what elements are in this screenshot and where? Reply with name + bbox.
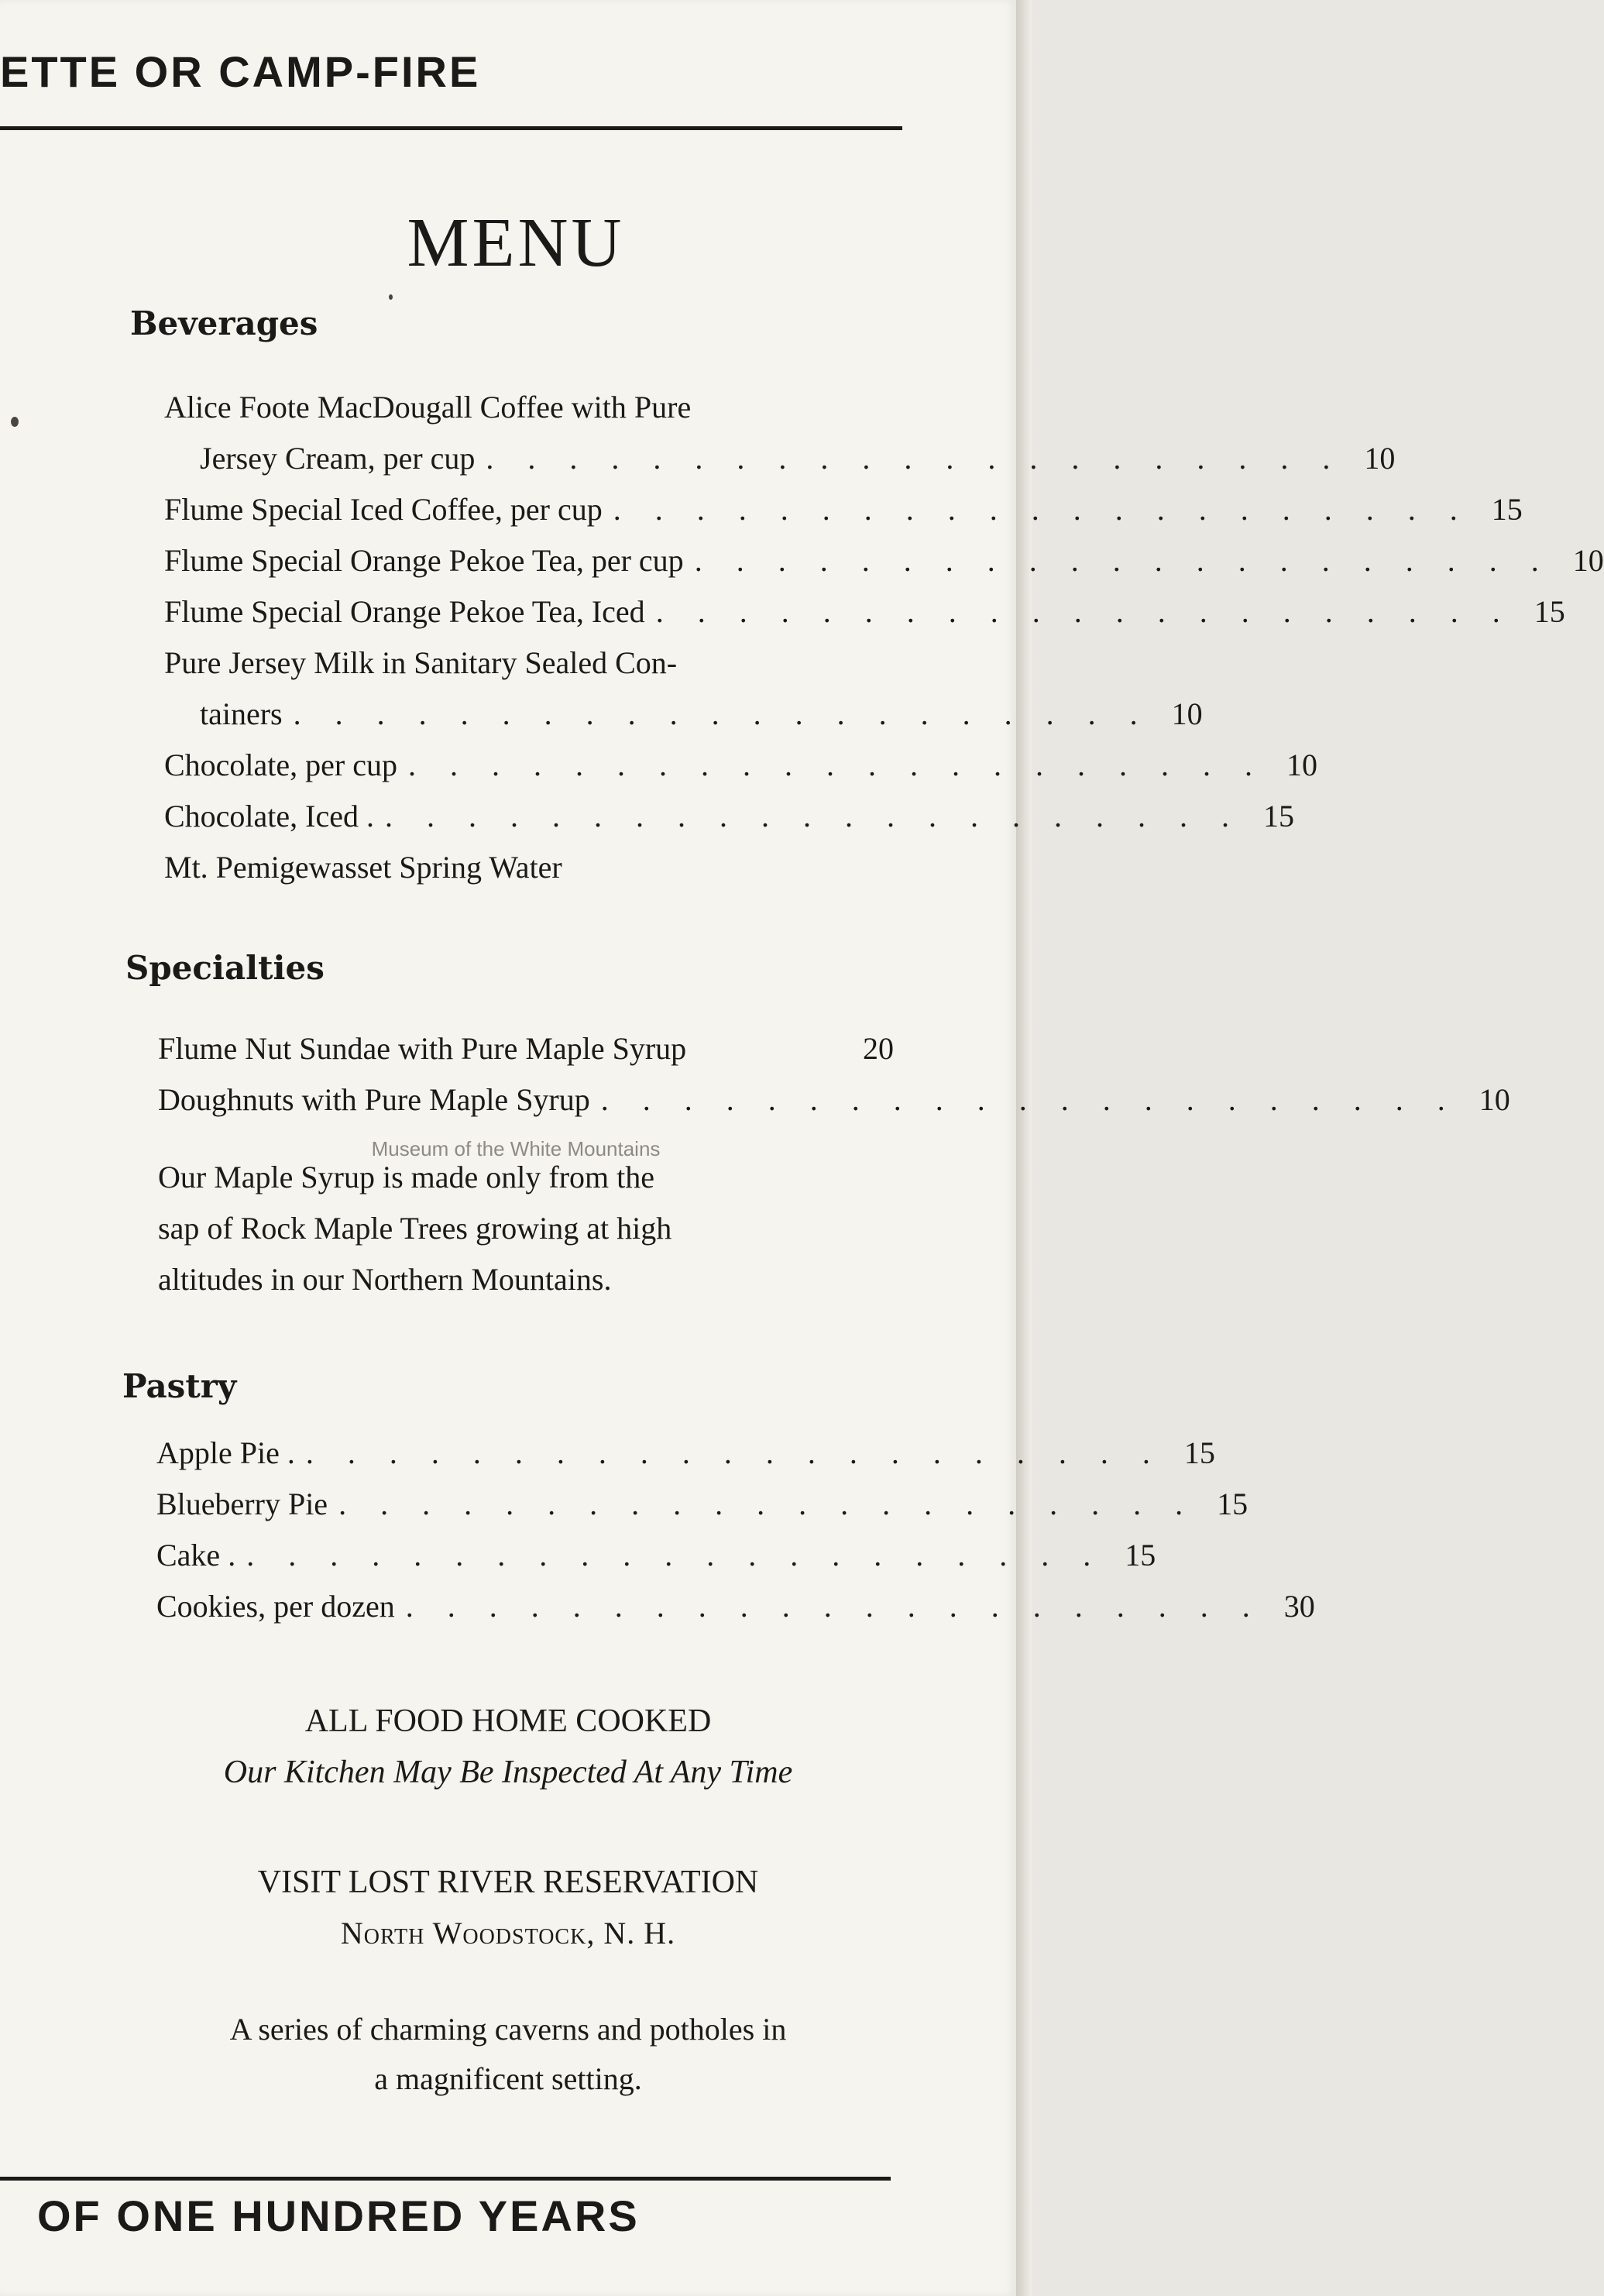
menu-item-blueberry-pie xyxy=(156,1486,1249,1522)
price: 10 xyxy=(1364,441,1396,476)
menu-item-cake xyxy=(156,1537,1156,1573)
leader-dots: ..................... xyxy=(694,543,1573,578)
leader-dots: ..................... xyxy=(338,1487,1218,1521)
item-label: Flume Special Orange Pekoe Tea, Iced xyxy=(164,594,645,629)
price: 10 xyxy=(1572,543,1604,578)
item-label: Apple Pie . xyxy=(156,1435,295,1470)
menu-item-cookies xyxy=(156,1588,1315,1624)
menu-item-iced-coffee xyxy=(164,491,1523,528)
kitchen-notice: Our Kitchen May Be Inspected At Any Time xyxy=(223,1755,793,1790)
menu-item-apple-pie xyxy=(156,1435,1215,1471)
menu-item-chocolate xyxy=(164,747,1317,783)
item-label: Cake . xyxy=(156,1538,236,1572)
leader-dots: ..................... xyxy=(405,1589,1284,1624)
section-title-pastry: Pastry xyxy=(122,1367,237,1405)
menu-item-iced-chocolate xyxy=(164,798,1294,834)
item-label: Flume Nut Sundae with Pure Maple Syrup xyxy=(158,1031,687,1066)
section-title-specialties: Specialties xyxy=(125,949,325,987)
item-label: Cookies, per dozen xyxy=(156,1589,395,1624)
menu-item-nut-sundae xyxy=(158,1030,894,1067)
visit-lost-river: VISIT LOST RIVER RESERVATION xyxy=(257,1865,759,1900)
paper-speck xyxy=(11,417,19,427)
leader-dots: ..................... xyxy=(246,1538,1125,1572)
price: 15 xyxy=(1125,1538,1156,1572)
maple-note-line3: altitudes in our Northern Mountains. xyxy=(158,1262,612,1297)
price: 20 xyxy=(863,1031,894,1066)
menu-item-iced-tea xyxy=(164,593,1565,630)
menu-item-coffee-line1: Alice Foote MacDougall Coffee with Pure xyxy=(164,390,692,424)
menu-item-tea xyxy=(164,542,1604,579)
maple-note-line2: sap of Rock Maple Trees growing at high xyxy=(158,1211,672,1246)
section-title-beverages: Beverages xyxy=(130,304,318,342)
top-divider xyxy=(0,126,902,130)
leader-dots: ..................... xyxy=(305,1435,1184,1470)
top-banner: ETTE OR CAMP-FIRE xyxy=(0,47,481,96)
menu-item-milk-line2: tainers xyxy=(200,696,283,731)
location: North Woodstock, N. H. xyxy=(340,1916,676,1951)
item-label: Chocolate, Iced . xyxy=(164,799,374,834)
menu-item-coffee-line2: Jersey Cream, per cup xyxy=(200,441,476,476)
price: 10 xyxy=(1286,748,1317,782)
leader-dots: ..................... xyxy=(385,799,1263,834)
item-label: Chocolate, per cup xyxy=(164,748,397,782)
price: 15 xyxy=(1491,492,1523,527)
menu-item-milk-line1: Pure Jersey Milk in Sanitary Sealed Con- xyxy=(164,645,678,680)
leader-dots: ..................... xyxy=(293,696,1172,731)
leader-dots: ..................... xyxy=(655,594,1534,629)
item-label: Flume Special Orange Pekoe Tea, per cup xyxy=(164,543,684,578)
menu-item-coffee xyxy=(200,440,1396,476)
item-label: Blueberry Pie xyxy=(156,1487,328,1521)
home-cooked-notice: ALL FOOD HOME COOKED xyxy=(304,1703,712,1739)
leader-dots: ..................... xyxy=(613,492,1492,527)
price: 15 xyxy=(1263,799,1294,834)
series-line1: A series of charming caverns and potholes in xyxy=(229,2012,787,2047)
item-label: Flume Special Iced Coffee, per cup xyxy=(164,492,603,527)
menu-item-doughnuts xyxy=(158,1081,1510,1118)
bottom-divider xyxy=(0,2177,891,2181)
price: 15 xyxy=(1534,594,1565,629)
series-line2: a magnificent setting. xyxy=(374,2061,642,2096)
menu-item-milk xyxy=(200,696,1203,732)
price: 30 xyxy=(1283,1589,1315,1624)
bottom-banner: OF ONE HUNDRED YEARS xyxy=(37,2191,640,2240)
menu-title: MENU xyxy=(407,205,625,281)
watermark: Museum of the White Mountains xyxy=(371,1137,661,1160)
paper-speck xyxy=(389,294,393,300)
price: 10 xyxy=(1171,696,1203,731)
price: 15 xyxy=(1217,1487,1249,1521)
price: 15 xyxy=(1183,1435,1215,1470)
leader-dots: ..................... xyxy=(600,1082,1479,1117)
maple-note-line1: Our Maple Syrup is made only from the xyxy=(158,1160,654,1194)
price: 10 xyxy=(1479,1082,1510,1117)
item-label: Doughnuts with Pure Maple Syrup xyxy=(158,1082,590,1117)
leader-dots: ..................... xyxy=(408,748,1286,782)
leader-dots: ..................... xyxy=(486,441,1365,476)
menu-item-spring-water: Mt. Pemigewasset Spring Water xyxy=(164,850,562,885)
